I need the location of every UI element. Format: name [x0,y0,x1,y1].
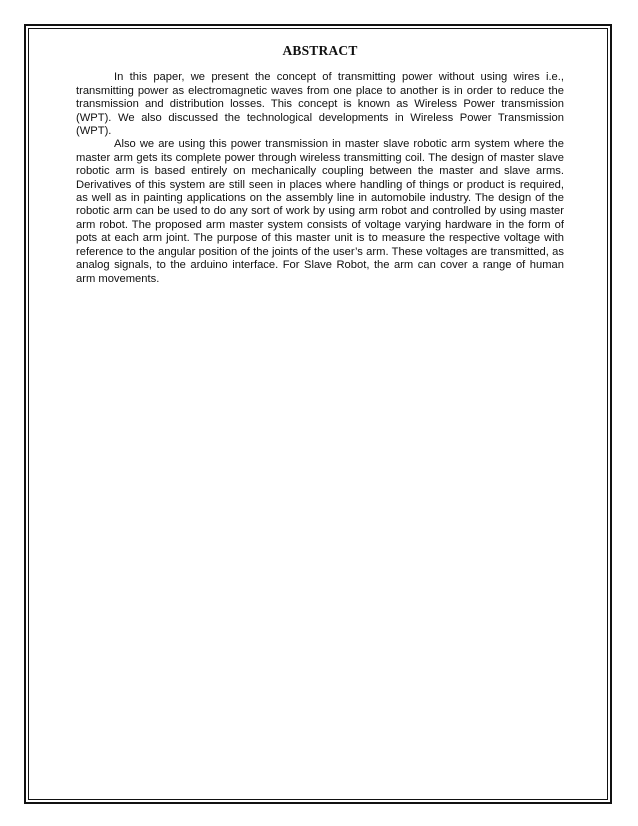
abstract-content [76,44,564,286]
abstract-paragraph-1: In this paper, we present the concept of transmitting power without using wires i.e., transmitting power as electromagnetic waves from one place to another is in order to reduce the transmission and distribution losses. This concept is known as Wireless Power transmission (WPT). We also discussed the technological developments in Wireless Power Transmission (WPT). [76,71,564,138]
abstract-title: ABSTRACT [282,43,358,58]
abstract-paragraph-2: Also we are using this power transmission in master slave robotic arm system where the master arm gets its complete power through wireless transmitting coil. The design of master slave robotic arm is based entirely on mechanically coupling between the master and slave arms. Derivatives of this system are still seen in places where handling of things or product is required, as well as in painting applications on the assembly line in automobile industry. The design of the robotic arm can be used to do any sort of work by using arm robot and controlled by using master arm robot. The proposed arm master system consists of voltage varying hardware in the form of pots at each arm joint. The purpose of this master unit is to measure the respective voltage with reference to the angular position of the joints of the user’s arm. These voltages are transmitted, as analog signals, to the arduino interface. For Slave Robot, the arm can cover a range of human arm movements. [76,138,564,285]
